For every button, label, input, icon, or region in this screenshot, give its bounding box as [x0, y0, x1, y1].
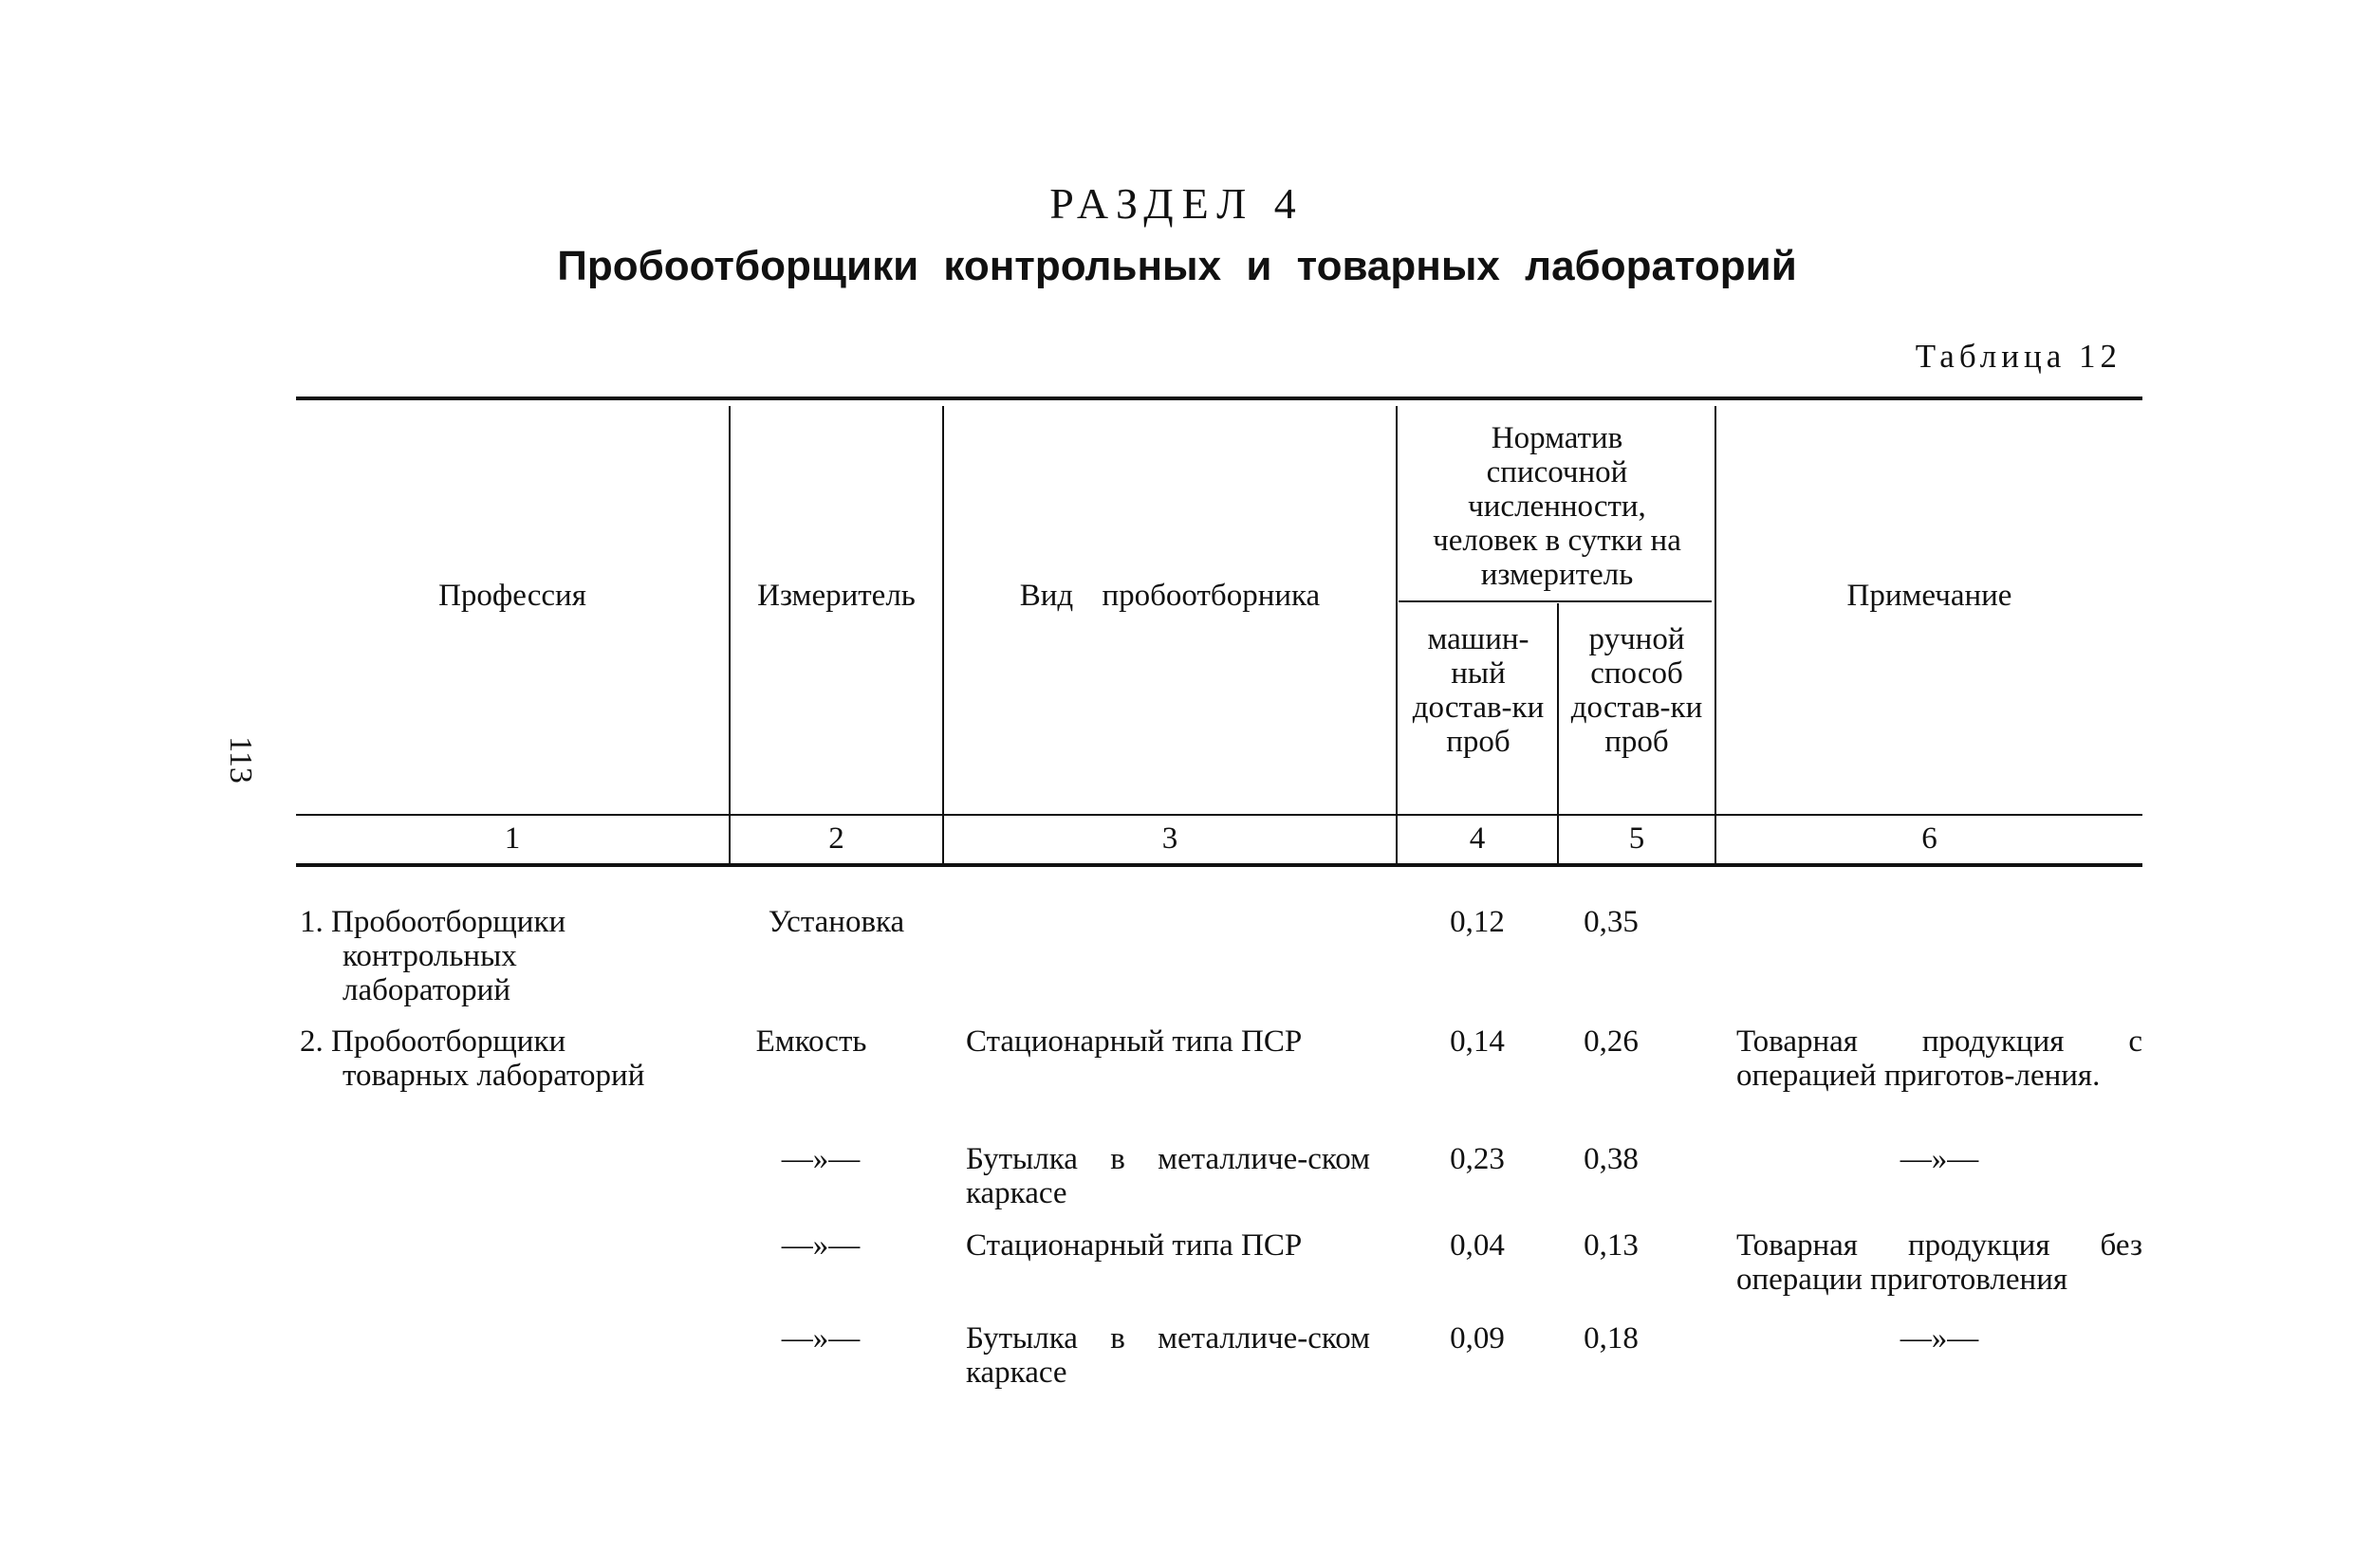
header-bottom-rule [296, 814, 2142, 816]
table-row-5-note: —»— [1900, 1321, 1979, 1356]
header-norm-machine: машин-ный достав-ки проб [1412, 622, 1545, 759]
table-row-2-manual: 0,26 [1584, 1024, 1639, 1059]
header-norm-manual: ручной способ достав-ки проб [1570, 622, 1703, 759]
col-divider-3 [1396, 406, 1398, 863]
section-subtitle: Пробоотборщики контрольных и товарных лабораторий [557, 243, 1797, 289]
table-row-2-machine: 0,14 [1450, 1024, 1505, 1059]
table-top-rule [296, 397, 2142, 400]
section-title: РАЗДЕЛ 4 [1049, 179, 1305, 228]
col-number-6: 6 [1921, 821, 1937, 856]
header-unit: Измеритель [757, 579, 916, 613]
norm-group-rule [1399, 600, 1712, 602]
table-row-3-note: —»— [1900, 1142, 1979, 1176]
table-row-4-machine: 0,04 [1450, 1228, 1505, 1263]
header-sampler-type: Вид пробоотборника [1019, 579, 1321, 613]
table-row-5-manual: 0,18 [1584, 1321, 1639, 1356]
table-row-3-sampler-type: Бутылка в металличе-ском каркасе [966, 1142, 1370, 1210]
table-row-5-sampler-type: Бутылка в металличе-ском каркасе [966, 1321, 1370, 1390]
table-row-3-machine: 0,23 [1450, 1142, 1505, 1176]
table-row-1-profession: 1. Пробоотборщики контрольных лабораторий [300, 905, 566, 1007]
col-number-1: 1 [504, 821, 521, 856]
col-number-4: 4 [1469, 821, 1486, 856]
table-row-5-unit: —»— [781, 1321, 861, 1356]
header-profession: Профессия [438, 579, 586, 613]
table-row-2-sampler-type: Стационарный типа ПСР [966, 1024, 1303, 1059]
table-row-4-sampler-type: Стационарный типа ПСР [966, 1228, 1303, 1263]
table-row-5-machine: 0,09 [1450, 1321, 1505, 1356]
table-row-1-machine: 0,12 [1450, 905, 1505, 939]
column-numbers-rule [296, 863, 2142, 867]
header-note: Примечание [1846, 579, 2012, 613]
header-norm-group: Норматив списочной численности, человек в сутки на измеритель [1433, 421, 1681, 592]
table-row-2-note: Товарная продукция с операцией приготов-ления. [1736, 1024, 2142, 1093]
table-row-1-manual: 0,35 [1584, 905, 1639, 939]
col-divider-5 [1715, 406, 1716, 863]
col-number-5: 5 [1628, 821, 1645, 856]
col-number-3: 3 [1161, 821, 1178, 856]
col-number-2: 2 [828, 821, 844, 856]
table-row-4-manual: 0,13 [1584, 1228, 1639, 1263]
table-row-1-unit: Установка [768, 905, 905, 939]
page-number: 113 [223, 736, 258, 784]
table-row-3-unit: —»— [781, 1142, 861, 1176]
table-row-4-note: Товарная продукция без операции приготовления [1736, 1228, 2142, 1297]
table-row-3-manual: 0,38 [1584, 1142, 1639, 1176]
table-row-2-profession: 2. Пробоотборщики товарных лабораторий [300, 1024, 645, 1093]
table-row-2-unit: Емкость [755, 1024, 867, 1059]
col-divider-1 [729, 406, 731, 863]
table-row-4-unit: —»— [781, 1228, 861, 1263]
col-divider-2 [942, 406, 944, 863]
table-label: Таблица 12 [1915, 338, 2122, 375]
